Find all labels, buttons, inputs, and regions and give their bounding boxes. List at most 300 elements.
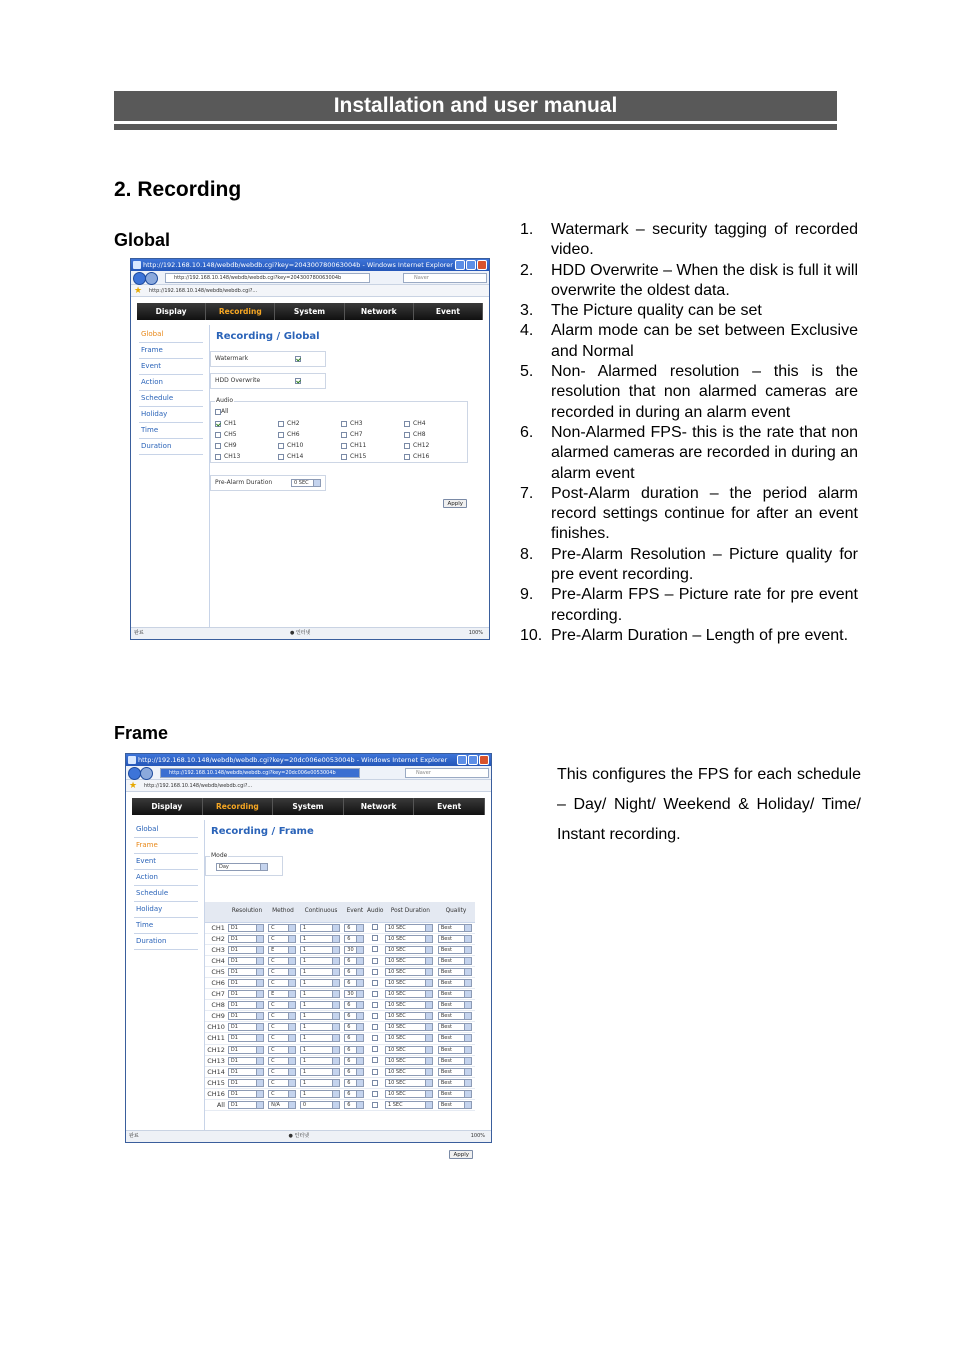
- table-cell: [384, 989, 437, 1000]
- audio-channel-checkbox[interactable]: [278, 432, 284, 438]
- list-number: 8.: [520, 545, 534, 563]
- method-select[interactable]: C: [268, 968, 296, 976]
- method-select[interactable]: C: [268, 1079, 296, 1087]
- table-cell: [384, 933, 437, 944]
- table-cell: [343, 1077, 366, 1088]
- table-cell: [299, 1022, 343, 1033]
- favorites-bar: [126, 780, 491, 792]
- hdd-overwrite-label: HDD Overwrite: [215, 377, 261, 384]
- favorite-tab[interactable]: http://192.168.10.148/webdb/webdb.cgi?...: [144, 783, 253, 789]
- list-text: Watermark – security tagging of recorded video.: [551, 221, 858, 259]
- table-cell: [437, 1100, 475, 1111]
- close-icon[interactable]: [477, 260, 487, 270]
- mode-select[interactable]: Day: [216, 863, 268, 871]
- maximize-icon[interactable]: [466, 260, 476, 270]
- table-cell: [437, 1088, 475, 1099]
- event-fps-select[interactable]: 6: [344, 1101, 364, 1109]
- channel-label: CH4: [205, 955, 227, 966]
- audio-channel-checkbox[interactable]: [404, 432, 410, 438]
- continuous-select[interactable]: 1: [300, 1034, 340, 1042]
- table-row: [205, 1088, 475, 1099]
- quality-select[interactable]: Best: [438, 1001, 472, 1009]
- sidebar-item-action[interactable]: Action: [134, 870, 198, 886]
- audio-checkbox[interactable]: [372, 935, 378, 941]
- table-cell: [227, 1077, 267, 1088]
- table-cell: [299, 1033, 343, 1044]
- table-cell: [437, 944, 475, 955]
- quality-select[interactable]: Best: [438, 1068, 472, 1076]
- table-cell: [367, 1077, 384, 1088]
- audio-checkbox[interactable]: [372, 1091, 378, 1097]
- audio-channel-label: CH12: [413, 442, 430, 449]
- table-cell: [299, 1044, 343, 1055]
- post-duration-select[interactable]: 10 SEC: [385, 1068, 433, 1076]
- audio-channel-checkbox[interactable]: [278, 443, 284, 449]
- audio-channel-checkbox[interactable]: [215, 454, 221, 460]
- post-duration-select[interactable]: 10 SEC: [385, 1079, 433, 1087]
- method-select[interactable]: E: [268, 990, 296, 998]
- minimize-icon[interactable]: [457, 755, 467, 765]
- audio-checkbox[interactable]: [372, 1102, 378, 1108]
- audio-checkbox[interactable]: [372, 969, 378, 975]
- table-row: [205, 1077, 475, 1088]
- menu-item-display[interactable]: Display: [137, 303, 206, 320]
- table-cell: [367, 1055, 384, 1066]
- post-duration-select[interactable]: 10 SEC: [385, 935, 433, 943]
- continuous-select[interactable]: 1: [300, 968, 340, 976]
- table-cell: [384, 1077, 437, 1088]
- prealarm-duration-select[interactable]: 0 SEC: [291, 479, 321, 487]
- table-cell: [343, 1100, 366, 1111]
- audio-checkbox[interactable]: [372, 958, 378, 964]
- menu-item-recording[interactable]: Recording: [206, 303, 275, 320]
- audio-checkbox[interactable]: [372, 946, 378, 952]
- audio-checkbox[interactable]: [372, 980, 378, 986]
- list-item: [520, 484, 858, 545]
- list-item: [520, 585, 858, 626]
- table-cell: [227, 977, 267, 988]
- table-cell: [343, 966, 366, 977]
- audio-checkbox[interactable]: [372, 924, 378, 930]
- method-select[interactable]: C: [268, 1001, 296, 1009]
- audio-checkbox[interactable]: [372, 1035, 378, 1041]
- resolution-select[interactable]: D1: [228, 1023, 264, 1031]
- audio-channel-checkbox[interactable]: [341, 443, 347, 449]
- column-header: Method: [267, 902, 299, 922]
- event-fps-select[interactable]: 6: [344, 1012, 364, 1020]
- audio-channel: [404, 431, 467, 439]
- menu-item-recording[interactable]: Recording: [203, 798, 274, 815]
- event-fps-select[interactable]: 6: [344, 957, 364, 965]
- audio-channel-label: CH9: [224, 442, 237, 449]
- audio-channel-label: CH13: [224, 453, 241, 460]
- table-cell: [299, 1077, 343, 1088]
- list-item: [520, 423, 858, 484]
- audio-channel: [215, 420, 278, 428]
- post-duration-select[interactable]: 10 SEC: [385, 1046, 433, 1054]
- event-fps-select[interactable]: 6: [344, 935, 364, 943]
- column-header: Continuous: [299, 902, 343, 922]
- minimize-icon[interactable]: [455, 260, 465, 270]
- list-text: Alarm mode can be set between Exclusive and Normal: [551, 322, 858, 360]
- audio-channel: [341, 431, 404, 439]
- zoom-level[interactable]: 100%: [470, 1133, 485, 1139]
- audio-channel: [404, 442, 467, 450]
- method-select[interactable]: C: [268, 957, 296, 965]
- method-select[interactable]: N/A: [268, 1101, 296, 1109]
- method-select[interactable]: C: [268, 1012, 296, 1020]
- back-forward-icon[interactable]: [128, 767, 152, 779]
- post-duration-select[interactable]: 10 SEC: [385, 1001, 433, 1009]
- url-field[interactable]: http://192.168.10.148/webdb/webdb.cgi?key=204300780063004b: [165, 273, 370, 283]
- column-header: Audio: [367, 902, 384, 922]
- zoom-level[interactable]: 100%: [468, 630, 483, 636]
- status-zone-label: 인터넷: [294, 1133, 309, 1139]
- method-select[interactable]: C: [268, 1034, 296, 1042]
- watermark-checkbox[interactable]: [295, 356, 301, 362]
- continuous-select[interactable]: 1: [300, 1046, 340, 1054]
- content-area: [209, 325, 473, 627]
- column-header: [205, 902, 227, 922]
- sidebar-item-global[interactable]: Global: [134, 822, 198, 838]
- continuous-select[interactable]: 1: [300, 979, 340, 987]
- audio-channel-label: CH3: [350, 420, 363, 427]
- post-duration-select[interactable]: 10 SEC: [385, 924, 433, 932]
- audio-checkbox[interactable]: [372, 1002, 378, 1008]
- table-row: [205, 1100, 475, 1111]
- audio-checkbox[interactable]: [372, 1080, 378, 1086]
- audio-channel: [278, 420, 341, 428]
- event-fps-select[interactable]: 6: [344, 979, 364, 987]
- table-cell: [384, 944, 437, 955]
- channel-label: CH7: [205, 989, 227, 1000]
- table-cell: [227, 1088, 267, 1099]
- continuous-select[interactable]: 1: [300, 1023, 340, 1031]
- audio-checkbox[interactable]: [372, 1013, 378, 1019]
- table-cell: [343, 955, 366, 966]
- hdd-overwrite-checkbox[interactable]: [295, 378, 301, 384]
- event-fps-select[interactable]: 6: [344, 968, 364, 976]
- star-icon[interactable]: ★: [129, 781, 138, 791]
- continuous-select[interactable]: 1: [300, 1090, 340, 1098]
- table-cell: [227, 1044, 267, 1055]
- audio-channel-checkbox[interactable]: [215, 443, 221, 449]
- sidebar-item-duration[interactable]: Duration: [139, 439, 203, 455]
- window-controls: [455, 260, 487, 270]
- sidebar-item-global[interactable]: Global: [139, 327, 203, 343]
- audio-checkbox[interactable]: [372, 991, 378, 997]
- table-cell: [367, 977, 384, 988]
- continuous-select[interactable]: 1: [300, 1068, 340, 1076]
- table-cell: [267, 1044, 299, 1055]
- resolution-select[interactable]: D1: [228, 1034, 264, 1042]
- list-item: [520, 362, 858, 423]
- post-duration-select[interactable]: 10 SEC: [385, 1023, 433, 1031]
- table-cell: [367, 944, 384, 955]
- list-item: [520, 626, 858, 646]
- table-cell: [384, 1044, 437, 1055]
- list-text: Pre-Alarm Resolution – Picture quality for pre event recording.: [551, 545, 858, 584]
- status-done: 완료: [129, 1133, 139, 1139]
- sidebar-item-frame[interactable]: Frame: [134, 838, 198, 854]
- audio-channel-checkbox[interactable]: [341, 454, 347, 460]
- audio-checkbox[interactable]: [372, 1024, 378, 1030]
- resolution-select[interactable]: D1: [228, 1057, 264, 1065]
- audio-checkbox[interactable]: [372, 1057, 378, 1063]
- event-fps-select[interactable]: 6: [344, 1001, 364, 1009]
- audio-channel-grid: [215, 420, 467, 461]
- header-rule: [114, 124, 837, 130]
- sidebar-item-schedule[interactable]: Schedule: [134, 886, 198, 902]
- table-cell: [367, 1100, 384, 1111]
- table-cell: [384, 1011, 437, 1022]
- list-text: Pre-Alarm FPS – Picture rate for pre event recording.: [551, 586, 858, 624]
- continuous-select[interactable]: 1: [300, 1079, 340, 1087]
- list-item: [520, 220, 858, 261]
- channel-label: CH11: [205, 1033, 227, 1044]
- audio-channel-checkbox[interactable]: [404, 454, 410, 460]
- apply-button[interactable]: Apply: [449, 1150, 473, 1159]
- table-cell: [384, 1055, 437, 1066]
- table-cell: [267, 922, 299, 933]
- quality-select[interactable]: Best: [438, 990, 472, 998]
- resolution-select[interactable]: D1: [228, 1001, 264, 1009]
- quality-select[interactable]: Best: [438, 1057, 472, 1065]
- table-row: [205, 977, 475, 988]
- table-cell: [343, 1088, 366, 1099]
- channel-label: CH1: [205, 922, 227, 933]
- quality-select[interactable]: Best: [438, 1012, 472, 1020]
- post-duration-select[interactable]: 10 SEC: [385, 1012, 433, 1020]
- post-duration-select[interactable]: 10 SEC: [385, 957, 433, 965]
- audio-checkbox[interactable]: [372, 1069, 378, 1075]
- table-cell: [367, 922, 384, 933]
- quality-select[interactable]: Best: [438, 935, 472, 943]
- resolution-select[interactable]: D1: [228, 968, 264, 976]
- sidebar: [134, 822, 198, 950]
- table-cell: [437, 1000, 475, 1011]
- quality-select[interactable]: Best: [438, 924, 472, 932]
- audio-all-row: [215, 408, 228, 416]
- quality-select[interactable]: Best: [438, 1046, 472, 1054]
- search-field[interactable]: Naver: [403, 273, 487, 283]
- event-fps-select[interactable]: 6: [344, 1046, 364, 1054]
- method-select[interactable]: C: [268, 1068, 296, 1076]
- resolution-select[interactable]: D1: [228, 1101, 264, 1109]
- list-number: 9.: [520, 586, 534, 604]
- continuous-select[interactable]: 1: [300, 946, 340, 954]
- list-text: Non-Alarmed FPS- this is the rate that non alarmed cameras are recorded in during an alarm event: [551, 423, 858, 482]
- resolution-select[interactable]: D1: [228, 990, 264, 998]
- sidebar-item-event[interactable]: Event: [139, 359, 203, 375]
- sidebar-item-time[interactable]: Time: [139, 423, 203, 439]
- star-icon[interactable]: ★: [134, 286, 143, 296]
- method-select[interactable]: C: [268, 1023, 296, 1031]
- continuous-select[interactable]: 1: [300, 990, 340, 998]
- sidebar-item-duration[interactable]: Duration: [134, 934, 198, 950]
- post-duration-select[interactable]: 10 SEC: [385, 1034, 433, 1042]
- maximize-icon[interactable]: [468, 755, 478, 765]
- search-field[interactable]: Naver: [405, 768, 489, 778]
- menu-item-event[interactable]: Event: [414, 303, 483, 320]
- method-select[interactable]: C: [268, 924, 296, 932]
- column-header: Event: [343, 902, 366, 922]
- list-number: 10.: [520, 626, 543, 644]
- quality-select[interactable]: Best: [438, 957, 472, 965]
- quality-select[interactable]: Best: [438, 1101, 472, 1109]
- audio-channel: [215, 431, 278, 439]
- ie-icon: [128, 756, 136, 764]
- continuous-select[interactable]: 1: [300, 957, 340, 965]
- channel-label: CH12: [205, 1044, 227, 1055]
- post-duration-select[interactable]: 10 SEC: [385, 990, 433, 998]
- audio-channel-checkbox[interactable]: [278, 421, 284, 427]
- channel-label: CH6: [205, 977, 227, 988]
- list-number: 7.: [520, 484, 534, 502]
- quality-select[interactable]: Best: [438, 968, 472, 976]
- audio-channel: [341, 420, 404, 428]
- audio-all-checkbox[interactable]: [215, 409, 221, 415]
- list-number: 5.: [520, 363, 534, 381]
- method-select[interactable]: C: [268, 1090, 296, 1098]
- event-fps-select[interactable]: 6: [344, 924, 364, 932]
- audio-checkbox[interactable]: [372, 1046, 378, 1052]
- quality-select[interactable]: Best: [438, 1090, 472, 1098]
- sidebar-item-event[interactable]: Event: [134, 854, 198, 870]
- apply-button[interactable]: Apply: [443, 499, 467, 508]
- resolution-select[interactable]: D1: [228, 979, 264, 987]
- table-cell: [384, 1066, 437, 1077]
- audio-channel-checkbox[interactable]: [341, 432, 347, 438]
- table-cell: [267, 1000, 299, 1011]
- resolution-select[interactable]: D1: [228, 946, 264, 954]
- table-cell: [267, 955, 299, 966]
- resolution-select[interactable]: D1: [228, 935, 264, 943]
- sidebar-item-holiday[interactable]: Holiday: [139, 407, 203, 423]
- audio-channel-checkbox[interactable]: [215, 432, 221, 438]
- sidebar-item-time[interactable]: Time: [134, 918, 198, 934]
- post-duration-select[interactable]: 10 SEC: [385, 979, 433, 987]
- menu-item-system[interactable]: System: [273, 798, 344, 815]
- continuous-select[interactable]: 0: [300, 1101, 340, 1109]
- method-select[interactable]: E: [268, 946, 296, 954]
- table-cell: [437, 922, 475, 933]
- table-cell: [227, 1055, 267, 1066]
- quality-select[interactable]: Best: [438, 1079, 472, 1087]
- menu-item-event[interactable]: Event: [414, 798, 485, 815]
- table-cell: [267, 1066, 299, 1077]
- audio-group: [210, 397, 468, 463]
- sidebar-item-schedule[interactable]: Schedule: [139, 391, 203, 407]
- resolution-select[interactable]: D1: [228, 957, 264, 965]
- table-cell: [267, 1100, 299, 1111]
- audio-channel: [215, 442, 278, 450]
- channel-label: CH16: [205, 1088, 227, 1099]
- audio-channel-label: CH1: [224, 420, 237, 427]
- post-duration-select[interactable]: 10 SEC: [385, 946, 433, 954]
- continuous-select[interactable]: 1: [300, 924, 340, 932]
- table-cell: [437, 1044, 475, 1055]
- post-duration-select[interactable]: 1 SEC: [385, 1101, 433, 1109]
- audio-channel: [278, 431, 341, 439]
- continuous-select[interactable]: 1: [300, 1001, 340, 1009]
- event-fps-select[interactable]: 30: [344, 946, 364, 954]
- frame-settings-table: [205, 902, 475, 1111]
- sidebar-item-action[interactable]: Action: [139, 375, 203, 391]
- post-duration-select[interactable]: 10 SEC: [385, 1057, 433, 1065]
- quality-select[interactable]: Best: [438, 979, 472, 987]
- page-title: Recording / Frame: [211, 826, 314, 837]
- audio-channel-checkbox[interactable]: [215, 421, 221, 427]
- table-cell: [437, 955, 475, 966]
- continuous-select[interactable]: 1: [300, 935, 340, 943]
- post-duration-select[interactable]: 10 SEC: [385, 968, 433, 976]
- event-fps-select[interactable]: 6: [344, 1079, 364, 1087]
- menu-item-system[interactable]: System: [275, 303, 344, 320]
- table-row: [205, 989, 475, 1000]
- section-title: 2. Recording: [114, 178, 242, 201]
- quality-select[interactable]: Best: [438, 946, 472, 954]
- table-row: [205, 1044, 475, 1055]
- sidebar-item-holiday[interactable]: Holiday: [134, 902, 198, 918]
- quality-select[interactable]: Best: [438, 1034, 472, 1042]
- post-duration-select[interactable]: 10 SEC: [385, 1090, 433, 1098]
- audio-channel-checkbox[interactable]: [278, 454, 284, 460]
- event-fps-select[interactable]: 6: [344, 1057, 364, 1065]
- audio-channel-label: CH6: [287, 431, 300, 438]
- url-field[interactable]: http://192.168.10.148/webdb/webdb.cgi?key=20dc006e0053004b: [160, 768, 360, 778]
- method-select[interactable]: C: [268, 979, 296, 987]
- audio-channel-checkbox[interactable]: [404, 443, 410, 449]
- audio-channel-checkbox[interactable]: [404, 421, 410, 427]
- menu-item-network[interactable]: Network: [345, 303, 414, 320]
- audio-channel-checkbox[interactable]: [341, 421, 347, 427]
- method-select[interactable]: C: [268, 935, 296, 943]
- event-fps-select[interactable]: 6: [344, 1068, 364, 1076]
- resolution-select[interactable]: D1: [228, 1090, 264, 1098]
- table-cell: [437, 1055, 475, 1066]
- method-select[interactable]: C: [268, 1057, 296, 1065]
- list-text: Pre-Alarm Duration – Length of pre event.: [551, 626, 849, 644]
- method-select[interactable]: C: [268, 1046, 296, 1054]
- table-cell: [384, 1100, 437, 1111]
- resolution-select[interactable]: D1: [228, 1012, 264, 1020]
- menu-item-network[interactable]: Network: [344, 798, 415, 815]
- table-row: [205, 944, 475, 955]
- menu-item-display[interactable]: Display: [132, 798, 203, 815]
- continuous-select[interactable]: 1: [300, 1012, 340, 1020]
- event-fps-select[interactable]: 6: [344, 1034, 364, 1042]
- table-cell: [384, 1088, 437, 1099]
- favorite-tab[interactable]: http://192.168.10.148/webdb/webdb.cgi?...: [149, 288, 258, 294]
- quality-select[interactable]: Best: [438, 1023, 472, 1031]
- back-forward-icon[interactable]: [133, 272, 157, 284]
- sidebar-item-frame[interactable]: Frame: [139, 343, 203, 359]
- resolution-select[interactable]: D1: [228, 1046, 264, 1054]
- continuous-select[interactable]: 1: [300, 1057, 340, 1065]
- event-fps-select[interactable]: 6: [344, 1090, 364, 1098]
- close-icon[interactable]: [479, 755, 489, 765]
- prealarm-duration-label: Pre-Alarm Duration: [215, 479, 273, 486]
- table-cell: [299, 1100, 343, 1111]
- resolution-select[interactable]: D1: [228, 924, 264, 932]
- event-fps-select[interactable]: 30: [344, 990, 364, 998]
- column-header: Resolution: [227, 902, 267, 922]
- audio-channel-label: CH10: [287, 442, 304, 449]
- resolution-select[interactable]: D1: [228, 1068, 264, 1076]
- event-fps-select[interactable]: 6: [344, 1023, 364, 1031]
- resolution-select[interactable]: D1: [228, 1079, 264, 1087]
